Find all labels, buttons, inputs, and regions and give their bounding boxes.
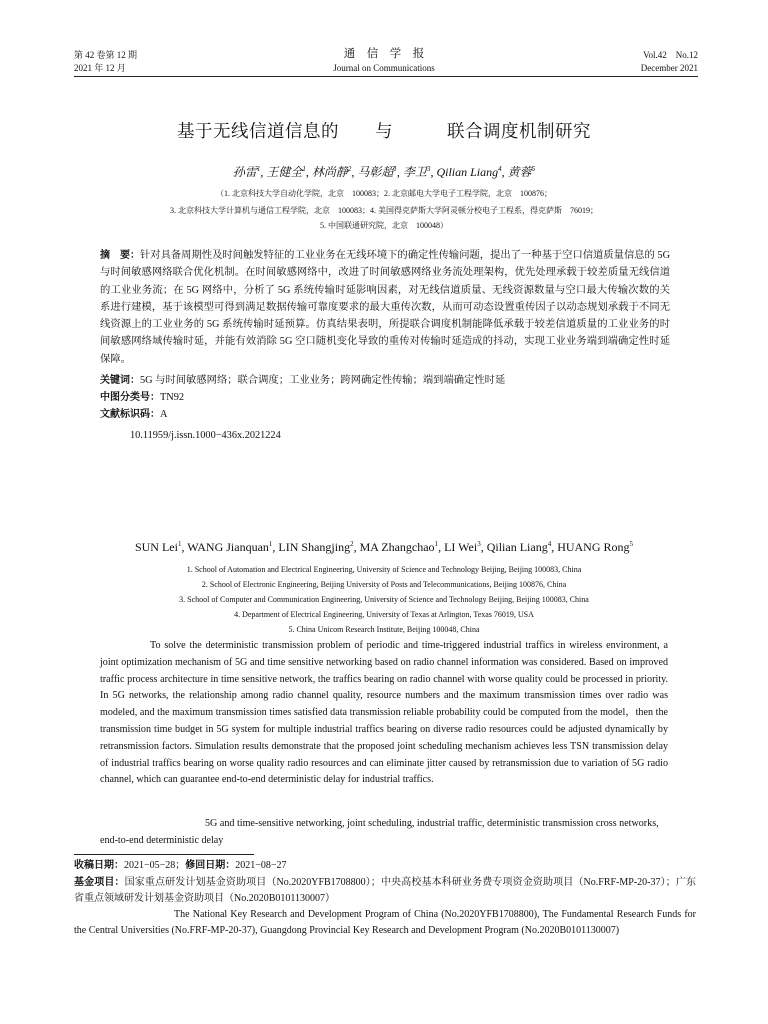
header-right <box>641 49 698 75</box>
funding-en: The National Key Research and Development Program of China (No.2020YFB1708800), The Fundamental Research Funds for the Central Universities (No.FRF-MP-20-37), Guangdong Provincial Key Research and Development Program (No.2020B0101130007) <box>74 909 696 936</box>
header-rule <box>74 76 698 77</box>
authors-cn: 孙雷$^1$, 王健全$^1$, 林尚静$^2$, 马彰超$^1$, 李卫$^3$, Qilian Liang$^4$, 黄蓉$^5$ <box>232 165 536 179</box>
author-name: 林尚静 <box>311 165 348 179</box>
received-label: 收稿日期： <box>74 860 124 871</box>
volume-cn: 第 42 卷第 12 期 <box>74 50 138 60</box>
author-affiliation-mark: 1 <box>434 540 439 548</box>
author-name: 马彰超 <box>357 165 394 179</box>
affiliation-cn-line: 5. 中国联通研究院，北京 100048） <box>320 221 448 230</box>
keywords-cn-label: 关键词： <box>100 375 140 386</box>
keywords-cn <box>100 372 505 389</box>
keywords-cn-text: 5G 与时间敏感网络；联合调度；工业业务；跨网确定性传输；端到端确定性时延 <box>140 375 506 386</box>
funding-label: 基金项目： <box>74 877 125 888</box>
author-name: MA Zhangchao <box>359 540 435 554</box>
author-affiliation-mark: 2 <box>347 165 352 173</box>
author-name: WANG Jianquan <box>187 540 269 554</box>
paper-title-cn: 基于无线信道信息的 与 联合调度机制研究 <box>177 122 591 142</box>
author-affiliation-mark: 2 <box>350 540 354 548</box>
author-affiliation-mark: 1 <box>177 540 182 548</box>
footnote-rule <box>74 854 254 855</box>
clc-value: TN92 <box>160 392 185 403</box>
author-name: 王健全 <box>266 165 303 179</box>
author-name: LI Wei <box>444 540 478 554</box>
author-name: SUN Lei <box>134 540 178 554</box>
abstract-cn <box>100 247 670 368</box>
author-name: LIN Shangjing <box>278 540 351 554</box>
affiliation-cn-line: （1. 北京科技大学自动化学院，北京 100083；2. 北京邮电大学电子工程学院，北京 100876； <box>216 189 552 198</box>
revised-label: 修回日期： <box>185 860 236 871</box>
author-name: 孙雷 <box>232 165 257 179</box>
author-name: Qilian Liang <box>486 540 548 554</box>
received-date: 2021−05−28； <box>124 860 186 871</box>
affiliation-en-line: 2. School of Electronic Engineering, Beijing University of Posts and Telecommunications, Beijing 100876, China <box>201 580 567 589</box>
author-affiliation-mark: 4 <box>498 165 502 173</box>
clc-number <box>100 389 184 406</box>
author-name: 李卫 <box>402 165 427 179</box>
author-affiliation-mark: 5 <box>629 540 634 548</box>
doi: 10.11959/j.issn.1000−436x.2021224 <box>130 430 281 441</box>
document-code-label: 文献标识码： <box>100 409 160 420</box>
authors-en: SUN Lei$^1$, WANG Jianquan$^1$, LIN Shangjing$^2$, MA Zhangchao$^1$, LI Wei$^3$, Qilian Liang$^4$, HUANG Rong$^5$ <box>134 540 634 554</box>
date-cn: 2021 年 12 月 <box>74 63 126 73</box>
journal-title-cn: 通 信 学 报 <box>343 48 425 60</box>
affiliation-cn-line: 3. 北京科技大学计算机与通信工程学院，北京 100083；4. 美国得克萨斯大学阿灵顿分校电子工程系，得克萨斯 76019； <box>170 206 598 215</box>
revised-date: 2021−08−27 <box>235 860 287 871</box>
affiliation-en-line: 1. School of Automation and Electrical Engineering, University of Science and Technology Beijing, Beijing 100083, China <box>186 565 582 574</box>
author-affiliation-mark: 1 <box>256 165 261 173</box>
author-affiliation-mark: 5 <box>531 165 536 173</box>
author-affiliation-mark: 3 <box>426 165 431 173</box>
volume-en: Vol.42 No.12 <box>643 50 698 60</box>
author-affiliation-mark: 4 <box>547 540 552 548</box>
author-name: 黄蓉 <box>507 165 532 179</box>
abstract-en: To solve the deterministic transmission problem of periodic and time-triggered industrial traffics in wireless environment, a joint optimization mechanism of 5G and time sensitive networking based on radio channel information was considered. Based on improved traffic process architecture in time sensitive network, the traffics bearing on radio channel with worse quality could be processed in priority. In 5G networks, the relationship among radio channel quality, resource numbers and the maximum transmission times over radio was modeled, and the maximum transmission times satisfied data transmission reliable probability could be computed from the model，then the transmission time budget in 5G system for multiple industrial traffics bearing on diverse radio resources could be adjusted dynamically by retransmission factors. Simulation results demonstrate that the proposed joint scheduling mechanism achieves less TSN transmission delay of industrial traffics bearing on worse quality radio resources and can eliminate jitter caused by retransmission due to variation of 5G radio channel, which can guarantee end-to-end deterministic delay for industrial traffics. <box>100 640 668 786</box>
journal-title-en: Journal on Communications <box>333 63 435 73</box>
affiliation-en-line: 3. School of Computer and Communication Engineering, University of Science and Technology Beijing, Beijing 100083, China <box>179 595 589 604</box>
author-name: Qilian Liang <box>436 165 499 179</box>
author-affiliation-mark: 3 <box>477 540 481 548</box>
funding-cn-text: 国家重点研发计划基金资助项目（No.2020YFB1708800）；中央高校基本科研业务费专项资金资助项目（No.FRF-MP-20-37）；广东省重点领域研发计划基金资助项目（No.2020B0101130007） <box>74 877 696 904</box>
document-code-value: A <box>160 409 168 420</box>
abstract-cn-label: 摘 要： <box>100 250 140 261</box>
date-en: December 2021 <box>640 63 698 73</box>
keywords-en: 5G and time-sensitive networking, joint scheduling, industrial traffic, deterministic transmission cross networks, end-to-end deterministic delay <box>100 818 659 846</box>
affiliation-en-line: 5. China Unicom Research Institute, Beijing 100048, China <box>288 625 480 634</box>
clc-label: 中图分类号： <box>100 392 160 403</box>
author-affiliation-mark: 1 <box>302 165 306 173</box>
document-code <box>100 406 167 423</box>
affiliation-en-line: 4. Department of Electrical Engineering, University of Texas at Arlington, Texas 76019, USA <box>234 610 534 619</box>
author-affiliation-mark: 1 <box>268 540 273 548</box>
abstract-cn-text: 针对具备周期性及时间触发特征的工业业务在无线环境下的确定性传输问题，提出了一种基于空口信道质量信息的 5G 与时间敏感网络联合优化机制。在时间敏感网络中，改进了时间敏感网络业务流处理架构，优先处理承载于较差质量无线信道的工业业务流；在 5G 网络中，分析了 5G 系统传输时延影响因素，对无线信道质量、无线资源数量与空口最大传输次数的关系进行建模，基于该模型可得到满足数据传输可靠度要求的最大重传次数，从而可动态设置重传因子以动态规划承载于不同无线资源上的工业业务的 5G 系统传输时延预算。仿真结果表明，所提联合调度机制能降低承载于较差信道质量的工业业务的时间敏感网络域传输时延，并能有效消除 5G 空口随机变化导致的重传对传输时延造成的抖动，实现工业业务端到端确定性时延保障。 <box>100 250 671 365</box>
author-name: HUANG Rong <box>557 540 630 554</box>
author-affiliation-mark: 1 <box>393 165 397 173</box>
funding-cn <box>74 875 696 907</box>
received-dates <box>74 858 696 874</box>
